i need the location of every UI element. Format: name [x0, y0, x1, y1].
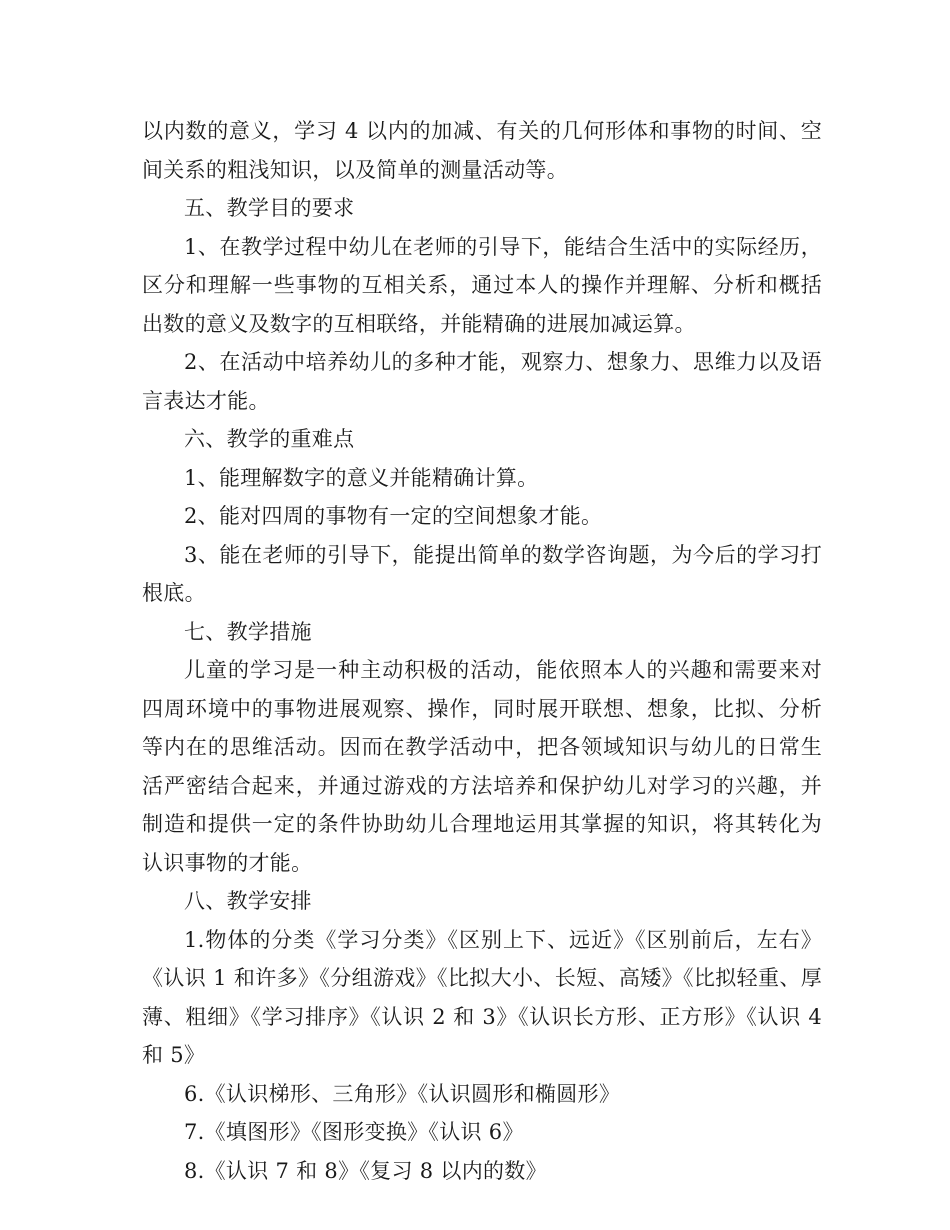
- section-heading-objectives: 五、教学目的要求: [184, 196, 355, 220]
- section-heading-key-points: 六、教学的重难点: [184, 427, 355, 451]
- schedule-item-6: 6.《认识梯形、三角形》《认识圆形和椭圆形》: [184, 1081, 621, 1106]
- schedule-item-8: 8.《认识 7 和 8》《复习 8 以内的数》: [184, 1158, 547, 1183]
- section-heading-schedule: 八、教学安排: [184, 889, 312, 913]
- section-heading-measures: 七、教学措施: [184, 619, 312, 644]
- schedule-item-1: 1.物体的分类《学习分类》《区别上下、远近》《区别前后，左右》《认识 1 和许多》《分组游戏》《比拟大小、长短、高矮》《比拟轻重、厚薄、粗细》《学习排序》《认识 2 和 3》《认识长方形、正方形》《认识 4 和 5》: [142, 927, 822, 1067]
- measures-paragraph: 儿童的学习是一种主动积极的活动，能依照本人的兴趣和需要来对四周环境中的事物进展观察、操作，同时展开联想、想象，比拟、分析等内在的思维活动。因而在教学活动中，把各领域知识与幼儿的日常生活严密结合起来，并通过游戏的方法培养和保护幼儿对学习的兴趣，并制造和提供一定的条件协助幼儿合理地运用其掌握的知识，将其转化为认识事物的才能。: [142, 658, 822, 875]
- key-point-item-2: 2、能对四周的事物有一定的空间想象才能。: [184, 504, 603, 528]
- schedule-item-7: 7.《填图形》《图形变换》《认识 6》: [184, 1120, 524, 1144]
- document-body: [142, 112, 822, 1190]
- objective-item-2: 2、在活动中培养幼儿的多种才能，观察力、想象力、思维力以及语言表达才能。: [142, 350, 822, 413]
- key-point-item-1: 1、能理解数字的意义并能精确计算。: [184, 465, 539, 490]
- objective-item-1: 1、在教学过程中幼儿在老师的引导下，能结合生活中的实际经历，区分和理解一些事物的互相关系，通过本人的操作并理解、分析和概括出数的意义及数字的互相联络，并能精确的进展加减运算。: [142, 234, 822, 336]
- key-point-item-3: 3、能在老师的引导下，能提出简单的数学咨询题，为今后的学习打根底。: [142, 542, 822, 605]
- paragraph-continuation: 以内数的意义，学习 4 以内的加减、有关的几何形体和事物的时间、空间关系的粗浅知识，以及简单的测量活动等。: [142, 119, 822, 182]
